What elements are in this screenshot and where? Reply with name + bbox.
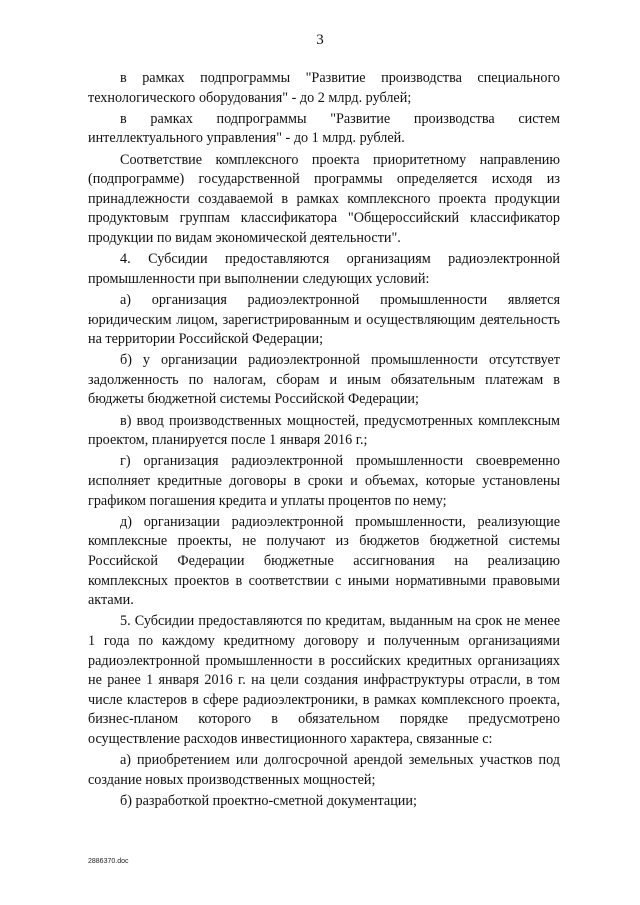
- document-body: [88, 69, 560, 813]
- paragraph-condition-d: д) организации радиоэлектронной промышленности, реализующие комплексные проекты, не получают из бюджетов бюджетной системы Российской Федерации бюджетные ассигнования на реализацию комплексных проектов в соответствии с иными нормативными правовыми актами.: [88, 513, 560, 609]
- paragraph-condition-v: в) ввод производственных мощностей, предусмотренных комплексным проектом, планируется после 1 января 2016 г.;: [88, 412, 560, 449]
- paragraph-condition-a: а) организация радиоэлектронной промышленности является юридическим лицом, зарегистрированным и осуществляющим деятельность на территории Российской Федерации;: [88, 291, 560, 348]
- paragraph-project-priority: Соответствие комплексного проекта приоритетному направлению (подпрограмме) государственной программы определяется исходя из принадлежности создаваемой в рамках комплексного проекта продукции продуктовым группам классификатора "Общероссийский классификатор продукции по видам экономической деятельности".: [88, 151, 560, 246]
- paragraph-condition-g: г) организация радиоэлектронной промышленности своевременно исполняет кредитные договоры в сроки и объемах, которые установлены графиком погашения кредита и уплаты процентов по нему;: [88, 453, 560, 509]
- paragraph-expense-a: а) приобретением или долгосрочной арендой земельных участков под создание новых производственных мощностей;: [88, 752, 560, 788]
- paragraph-subprogram-control-systems: в рамках подпрограммы "Развитие производства систем интеллектуального управления" - до 1 млрд. рублей.: [88, 110, 560, 147]
- paragraph-expense-b: б) разработкой проектно-сметной документации;: [120, 792, 417, 809]
- page-number: 3: [316, 32, 324, 48]
- paragraph-clause-5: 5. Субсидии предоставляются по кредитам, выданным на срок не менее 1 года по каждому кредитному договору и полученным организациями радиоэлектронной промышленности в российских кредитных организациях не ранее 1 января 2016 г. на цели создания инфраструктуры отрасли, в том числе кластеров в сфере радиоэлектроники, в рамках комплексного проекта, бизнес-планом которого в обязательном порядке предусмотрено осуществление расходов инвестиционного характера, связанные с:: [88, 613, 560, 747]
- paragraph-condition-b: б) у организации радиоэлектронной промышленности отсутствует задолженность по налогам, сборам и иным обязательным платежам в бюджеты бюджетной системы Российской Федерации;: [88, 352, 560, 408]
- document-file-code: 2886370.doc: [88, 858, 129, 865]
- paragraph-clause-4: 4. Субсидии предоставляются организациям радиоэлектронной промышленности при выполнении следующих условий:: [88, 251, 560, 287]
- paragraph-subprogram-equipment: в рамках подпрограммы "Развитие производства специального технологического оборудования" - до 2 млрд. рублей;: [88, 70, 560, 106]
